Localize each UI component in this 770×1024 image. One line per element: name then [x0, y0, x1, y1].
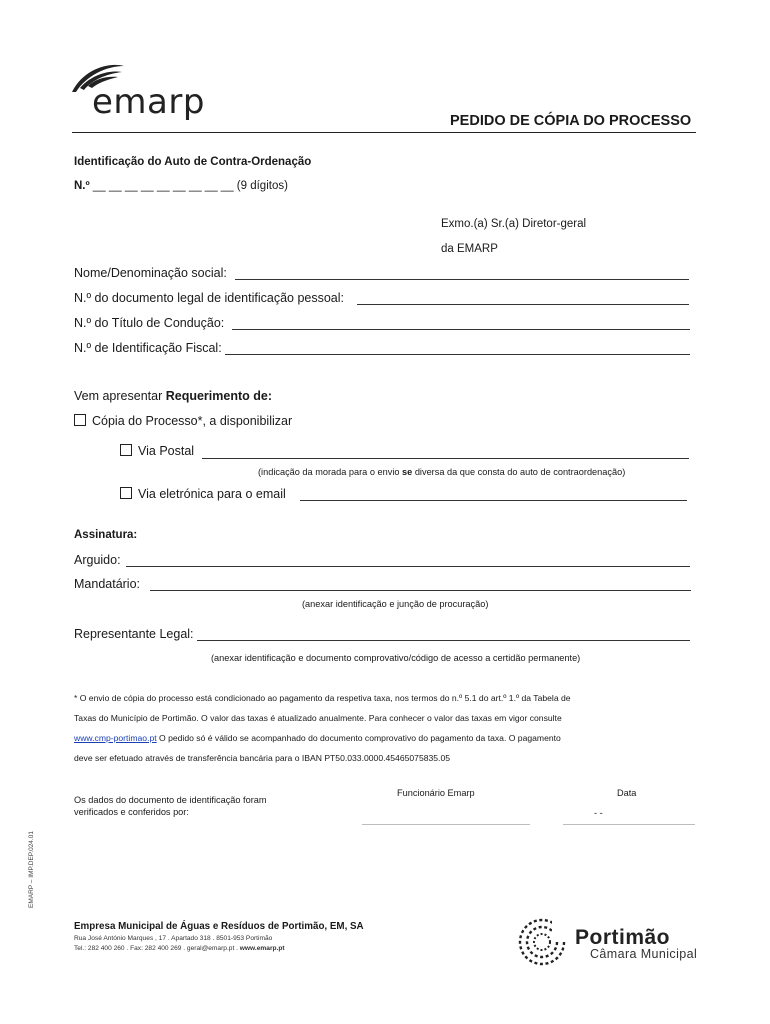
copy-option[interactable]: [74, 414, 292, 428]
email-option[interactable]: [120, 487, 286, 501]
arguido-field[interactable]: [126, 566, 690, 567]
request-intro-bold: Requerimento de:: [165, 389, 272, 403]
postal-note-bold: se: [402, 467, 413, 477]
request-intro: [74, 389, 272, 403]
footnote-line4: deve ser efetuado através de transferência bancária para o IBAN PT50.033.0000.45465075835.05: [74, 753, 451, 763]
verification-text1: Os dados do documento de identificação foram: [74, 795, 267, 805]
document-title: PEDIDO DE CÓPIA DO PROCESSO: [450, 113, 692, 129]
footnote-line1: * O envio de cópia do processo está condicionado ao pagamento da respetiva taxa, nos termos do n.º 5.1 do art.º 1.º da Tabela de: [74, 693, 571, 703]
nif-label: N.º de Identificação Fiscal:: [74, 341, 222, 355]
nif-field[interactable]: [225, 354, 690, 355]
copy-checkbox[interactable]: [74, 414, 86, 426]
logo-text: emarp: [92, 82, 205, 122]
funcionario-signature-field[interactable]: [362, 824, 530, 825]
request-intro-text: Vem apresentar: [74, 389, 166, 403]
postal-checkbox[interactable]: [120, 444, 132, 456]
postal-note-part1: (indicação da morada para o envio: [258, 467, 403, 477]
email-checkbox[interactable]: [120, 487, 132, 499]
date-separators: - -: [594, 808, 603, 818]
postal-label: Via Postal: [138, 444, 195, 458]
auto-number-label: N.º: [74, 180, 90, 192]
funcionario-label: Funcionário Emarp: [397, 788, 475, 798]
mandatario-field[interactable]: [150, 590, 691, 591]
representante-field[interactable]: [197, 640, 690, 641]
header-rule: [72, 132, 696, 133]
mandatario-note: (anexar identificação e junção de procuração): [302, 599, 489, 609]
arguido-label: Arguido:: [74, 553, 121, 567]
representante-note: (anexar identificação e documento comprovativo/código de acesso a certidão permanente): [211, 653, 581, 663]
footer-company: Empresa Municipal de Águas e Resíduos de Portimão, EM, SA: [74, 921, 364, 932]
portimao-subtitle: Câmara Municipal: [590, 947, 698, 961]
id-doc-field[interactable]: [357, 304, 689, 305]
postal-note: [258, 467, 625, 477]
auto-number-row: [74, 180, 288, 192]
copy-option-label: Cópia do Processo*, a disponibilizar: [92, 414, 293, 428]
representante-label: Representante Legal:: [74, 627, 194, 641]
footer-website[interactable]: www.emarp.pt: [239, 945, 285, 952]
footer-contacts-row: [74, 945, 285, 952]
auto-heading: Identificação do Auto de Contra-Ordenação: [74, 156, 312, 168]
name-label: Nome/Denominação social:: [74, 266, 227, 280]
footnote-line3: O pedido só é válido se acompanhado do documento comprovativo do pagamento da taxa. O pagamento: [156, 733, 561, 743]
data-label: Data: [617, 788, 637, 798]
portimao-emblem-icon: [512, 912, 572, 972]
license-label: N.º do Título de Condução:: [74, 316, 225, 330]
addressee-line2: da EMARP: [441, 243, 498, 255]
auto-number-blanks[interactable]: __ __ __ __ __ __ __ __ __: [92, 180, 234, 192]
postal-option[interactable]: [120, 444, 194, 458]
email-label: Via eletrónica para o email: [138, 487, 286, 501]
portimao-name: Portimão: [575, 926, 671, 949]
cmp-portimao-link[interactable]: www.cmp-portimao.pt: [74, 733, 157, 743]
addressee-line1: Exmo.(a) Sr.(a) Diretor-geral: [441, 218, 587, 230]
footer-contacts: Tel.: 282 400 260 . Fax: 282 400 269 . geral@emarp.pt .: [74, 945, 240, 952]
verification-text2: verificados e conferidos por:: [74, 807, 189, 817]
email-field[interactable]: [300, 500, 687, 501]
auto-number-hint: (9 dígitos): [236, 180, 288, 192]
mandatario-label: Mandatário:: [74, 577, 141, 591]
name-field[interactable]: [235, 279, 689, 280]
postal-note-part2: diversa da que consta do auto de contraordenação): [412, 467, 626, 477]
footnote-line2: Taxas do Município de Portimão. O valor das taxas é atualizado anualmente. Para conhecer o valor das taxas em vigor consulte: [74, 713, 562, 723]
footnote-line3-row: [74, 733, 561, 743]
side-document-code: EMARP – IMP.DEP.024.01: [28, 831, 35, 908]
signature-heading: Assinatura:: [74, 529, 138, 541]
id-doc-label: N.º do documento legal de identificação pessoal:: [74, 291, 345, 305]
license-field[interactable]: [232, 329, 690, 330]
postal-field[interactable]: [202, 458, 689, 459]
date-field[interactable]: [563, 824, 695, 825]
footer-address: Rua José António Marques , 17 . Apartado 318 . 8501-953 Portimão: [74, 935, 273, 942]
